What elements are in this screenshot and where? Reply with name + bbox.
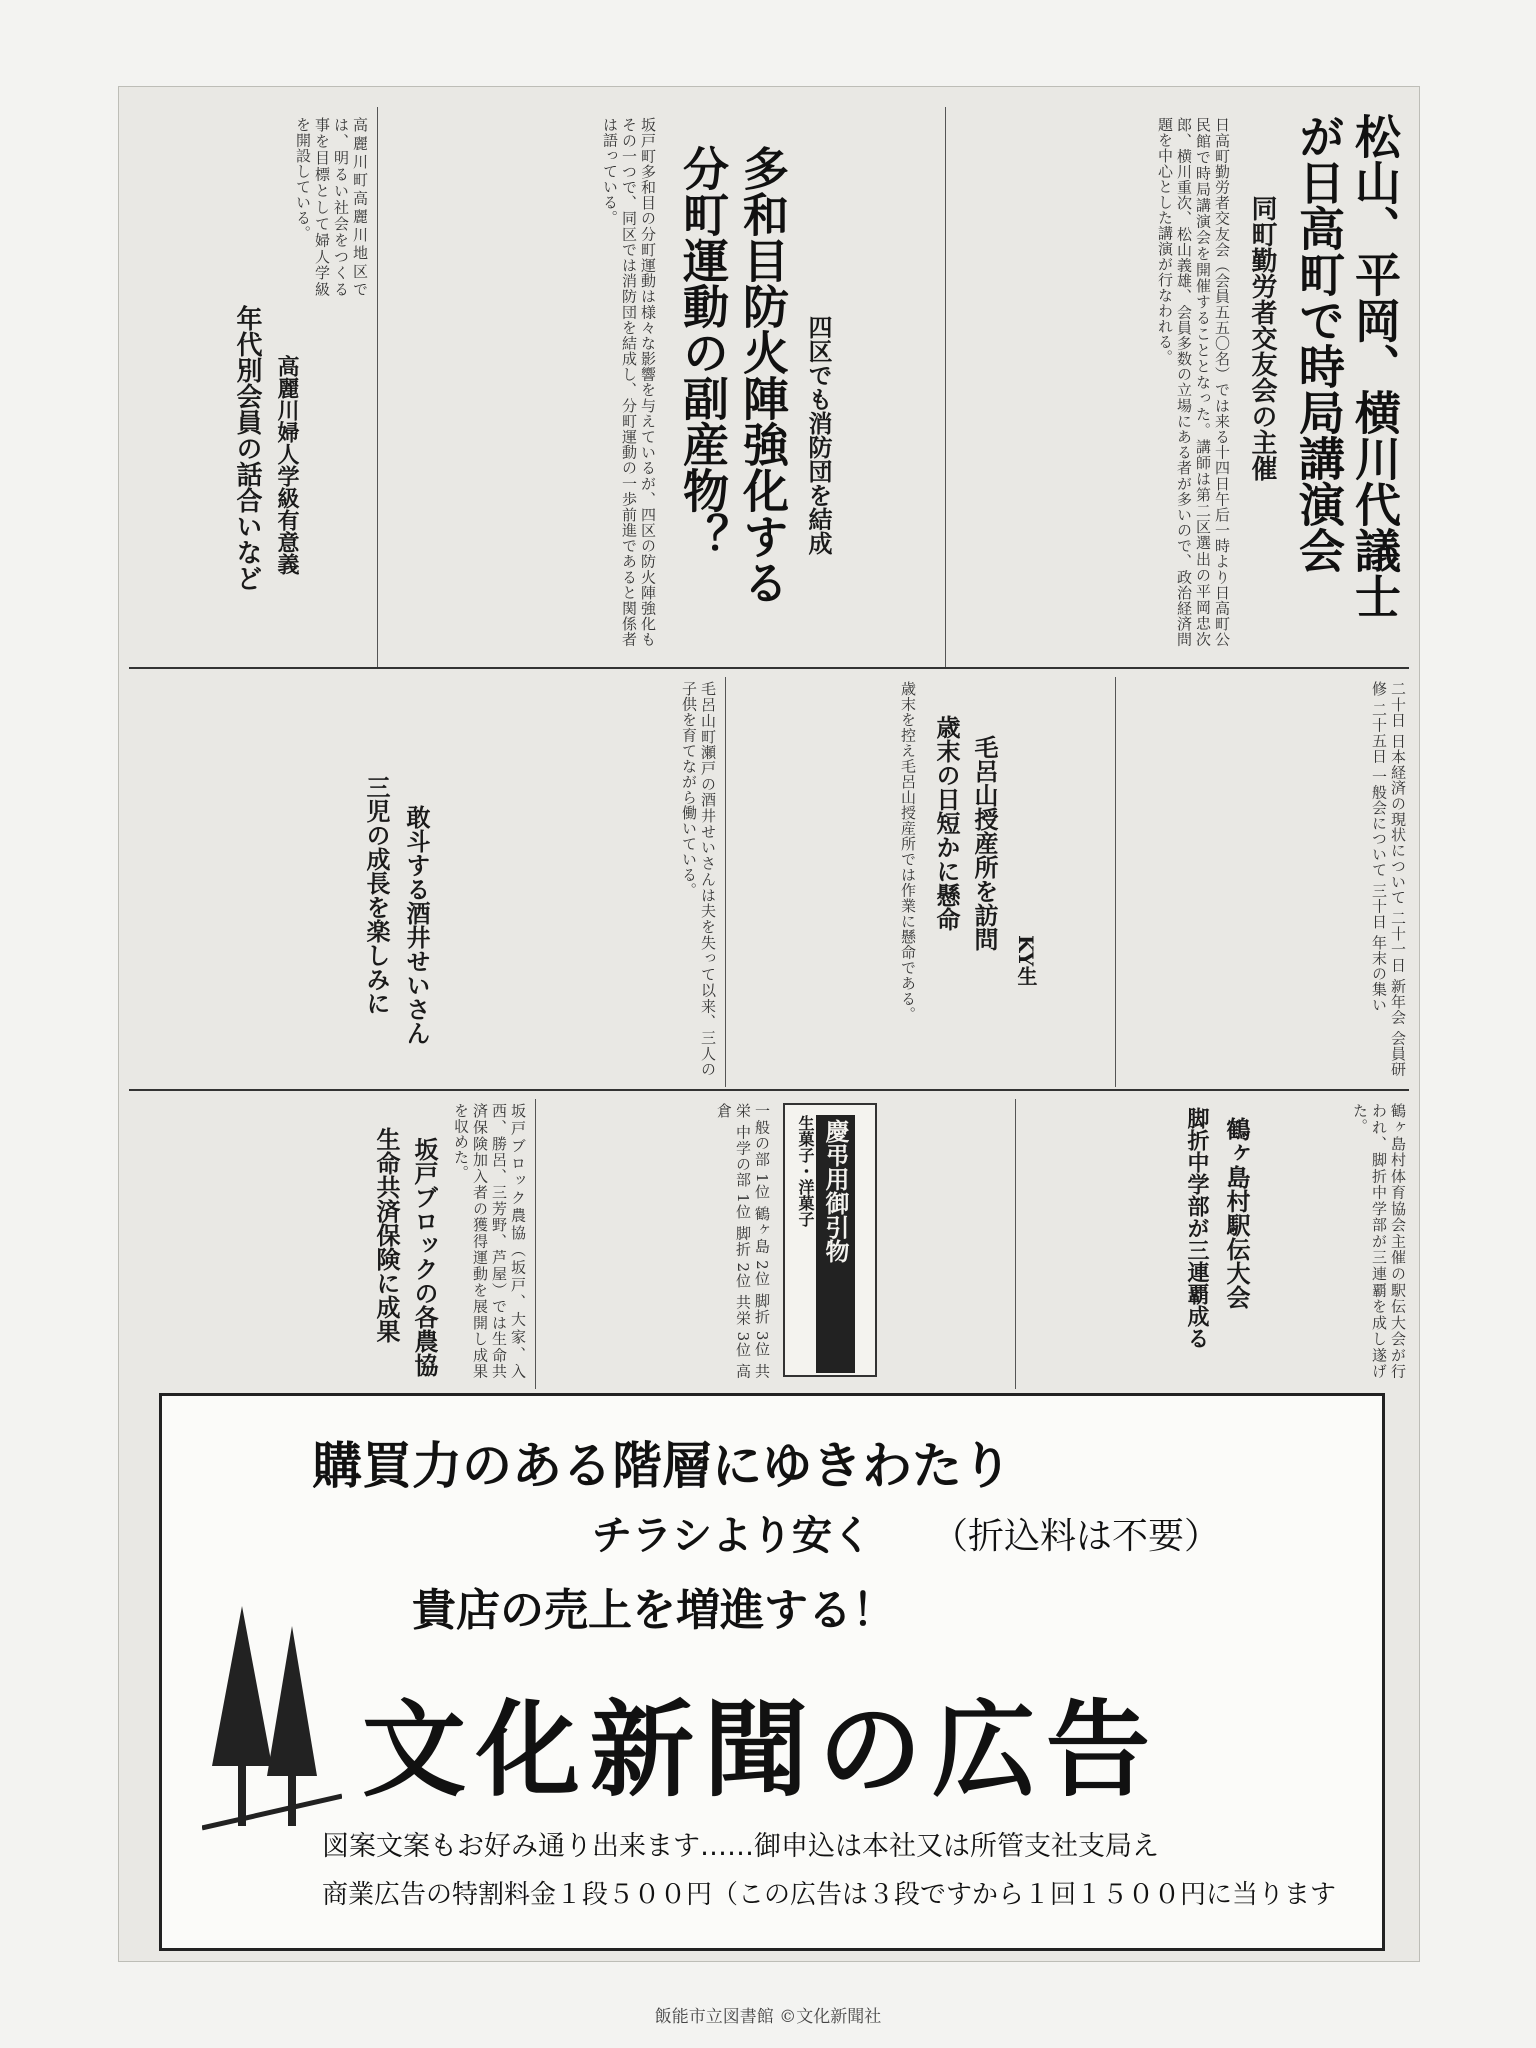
band-rule [129, 1089, 1409, 1091]
ad-line5: 商業広告の特割料金１段５００円（この広告は３段ですから１回１５００円に当ります [322, 1880, 1337, 1910]
small-ad-text1: 慶弔用御引物 [816, 1115, 855, 1373]
article-jusansho [729, 675, 1111, 1085]
small-ad-box [783, 1103, 877, 1377]
article1-subhead: 同町勤労者交友会の主催 [1247, 195, 1277, 481]
article2-headline: 分町運動の副産物？ [676, 145, 730, 559]
article6-body: 坂戸ブロック農協（坂戸、大家、入西、勝呂、三芳野、芦屋）では生命共済保険加入者の獲得運動を展開し成果を収めた。 [452, 1103, 527, 1379]
article4-body: 毛呂山町瀬戸の酒井せいさんは夫を失って以来、三人の子供を育てながら働いている。 [680, 681, 717, 1077]
article2-headline2: 多和目防火陣強化する [736, 145, 790, 605]
column-rule [945, 107, 946, 667]
article7-body: 鶴ヶ島村体育協会主催の駅伝大会が行われ、脚折中学部が三連覇を成し遂げた。 [1351, 1103, 1407, 1379]
ekiden-results: 一般の部 1位 鶴ヶ島 2位 脚折 3位 共栄 中学の部 1位 脚折 2位 共栄 3位 高倉 [715, 1103, 771, 1379]
column-rule [725, 677, 726, 1087]
ad-line1: 購買力のある階層にゆきわたり [312, 1437, 1012, 1495]
article6-headline: 生命共済保険に成果 [372, 1127, 401, 1343]
small-ad-text2: 生菓子・洋菓子 [796, 1115, 815, 1227]
column-rule [1115, 677, 1116, 1087]
article6-subhead: 坂戸ブロックの各農協 [410, 1137, 439, 1377]
newspaper-page [118, 86, 1420, 1962]
article2-subhead: 四区でも消防団を結成 [804, 315, 833, 555]
article-kyousai-hoken [127, 1097, 531, 1387]
ad-line3: 貴店の売上を増進する！ [412, 1585, 896, 1636]
article-jiyoku-kouenkai [949, 105, 1411, 665]
ad-line2: チラシより安く [592, 1513, 872, 1559]
article3-headline: 年代別会員の話合いなど [232, 305, 262, 591]
tree-icon [202, 1596, 342, 1836]
article5-byline: KY生 [1014, 935, 1038, 987]
article5-subhead: 毛呂山授産所を訪問 [970, 735, 999, 951]
article-sakai-san [127, 675, 721, 1085]
calendar-column: 二十日 日本経済の現状について 二十一日 新年会 会員研修 二十五日 一般会について 三十日 年末の集い [1370, 681, 1407, 1077]
article-ekiden [1019, 1097, 1411, 1387]
article-bunchou-undou [381, 105, 941, 665]
band-rule [129, 667, 1409, 669]
ad-line4: 図案文案もお好み通り出来ます……御申込は本社又は所管支社支局え [322, 1831, 1159, 1862]
article3-body: 高麗川町高麗川地区では、明るい社会をつくる事を目標として婦人学級を開設している。 [294, 117, 369, 297]
article-fujin-gakkyu [127, 105, 373, 665]
article4-headline: 三児の成長を楽しみに [362, 775, 391, 1015]
article4-subhead: 敢斗する酒井せいさん [402, 805, 431, 1045]
article5-body: 歳末を控え毛呂山授産所では作業に懸命である。 [899, 681, 917, 1022]
article7-headline: 鶴ヶ島村駅伝大会 [1222, 1117, 1251, 1309]
ad-title: 文化新聞の広告 [362, 1688, 1161, 1811]
article1-headline: 松山、平岡、横川代議士が日高町で時局講演会 [1292, 113, 1402, 619]
column-rule [1015, 1099, 1016, 1389]
article5-headline: 歳末の日短かに懸命 [932, 715, 961, 931]
ad-line2b: （折込料は不要） [932, 1516, 1221, 1557]
article3-subhead: 高麗川婦人学級有意義 [274, 355, 300, 575]
column-rule [377, 107, 378, 667]
article7-subhead: 脚折中学部が三連覇成る [1184, 1107, 1210, 1349]
bunka-shinbun-advertisement [159, 1393, 1385, 1951]
library-credit: 飯能市立図書館 ©文化新聞社 [654, 2007, 882, 2027]
article1-body: 日高町勤労者交友会（会員五五〇名）では来る十四日午后一時より日高町公民館で時局講演会を開催することとなった。講師は第二区選出の平岡忠次郎、横川重次、松山義雄、会員多数の立場にある者が多いので、政治経済問題を中心とした講演が行なわれる。 [1156, 117, 1231, 647]
article2-body: 坂戸町多和目の分町運動は様々な影響を与えているが、四区の防火陣強化もその一つで、同区では消防団を結成し、分町運動の一歩前進であると関係者は語っている。 [601, 117, 657, 647]
column-rule [535, 1099, 536, 1389]
